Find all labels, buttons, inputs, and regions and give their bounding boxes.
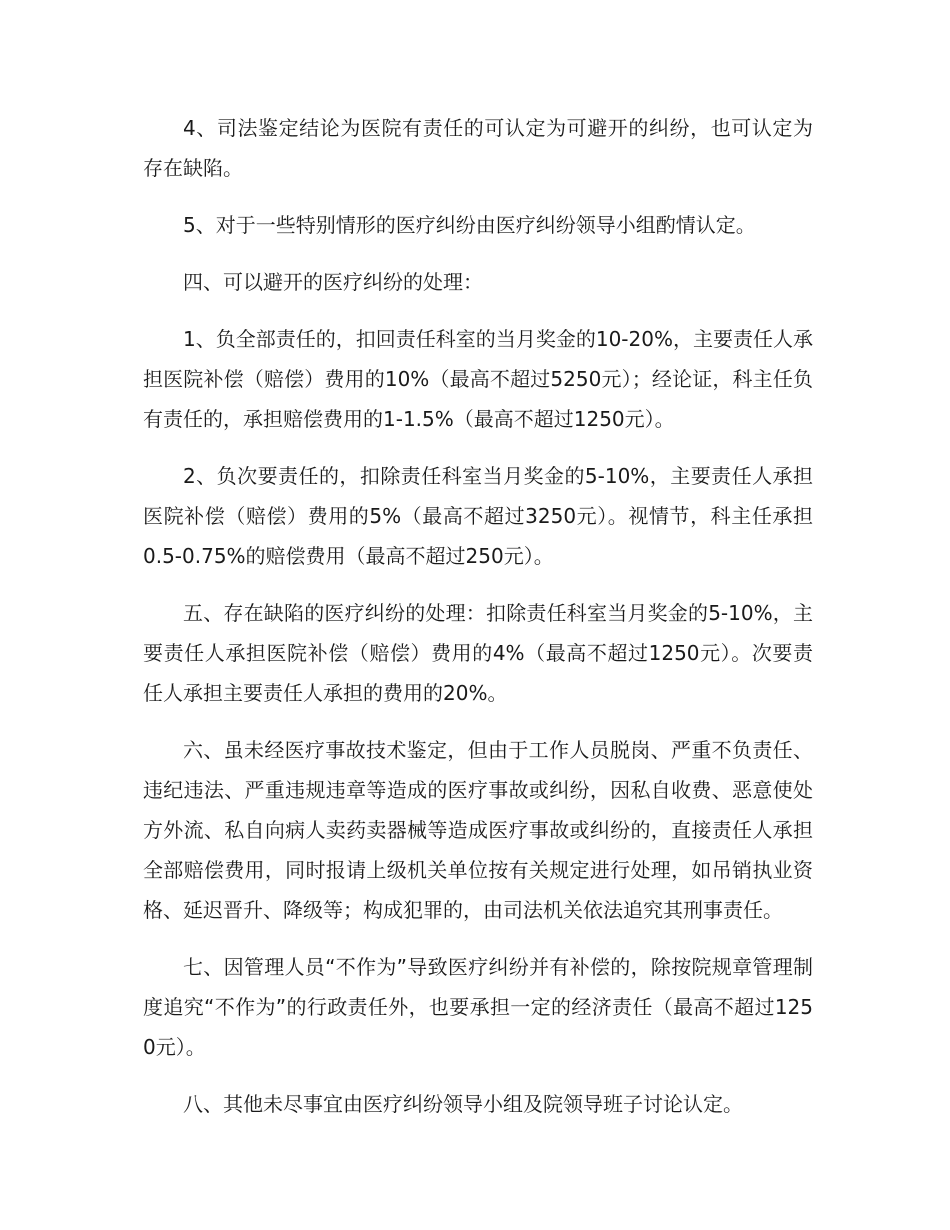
paragraph-secondary-responsibility: 2、负次要责任的，扣除责任科室当月奖金的5-10%，主要责任人承担医院补偿（赔偿）费用的5%（最高不超过3250元）。视情节，科主任承担0.5-0.75%的赔偿费用（最高不超过250元）。 [143,464,813,568]
paragraph-5-special-cases: 5、对于一些特别情形的医疗纠纷由医疗纠纷领导小组酌情认定。 [183,213,756,237]
section-other-matters: 八、其他未尽事宜由医疗纠纷领导小组及院领导班子讨论认定。 [183,1092,743,1116]
section-misconduct: 六、虽未经医疗事故技术鉴定，但由于工作人员脱岗、严重不负责任、违纪违法、严重违规违章等造成的医疗事故或纠纷，因私自收费、恶意使处方外流、私自向病人卖药卖器械等造成医疗事故或纠纷的，直接责任人承担全部赔偿费用，同时报请上级机关单位按有关规定进行处理，如吊销执业资格、延迟晋升、降级等；构成犯罪的，由司法机关依法追究其刑事责任。 [143,738,813,922]
section-defect-disputes: 五、存在缺陷的医疗纠纷的处理：扣除责任科室当月奖金的5-10%，主要责任人承担医院补偿（赔偿）费用的4%（最高不超过1250元）。次要责任人承担主要责任人承担的费用的20%。 [143,601,813,705]
section-management-inaction: 七、因管理人员“不作为”导致医疗纠纷并有补偿的，除按院规章管理制度追究“不作为”的行政责任外，也要承担一定的经济责任（最高不超过1250元）。 [143,955,813,1059]
document-body [143,108,813,1141]
paragraph-full-responsibility: 1、负全部责任的，扣回责任科室的当月奖金的10-20%，主要责任人承担医院补偿（赔偿）费用的10%（最高不超过5250元）；经论证，科主任负有责任的，承担赔偿费用的1-1.5%（最高不超过1250元）。 [143,327,813,431]
section-heading-avoidable-disputes: 四、可以避开的医疗纠纷的处理： [183,270,483,294]
paragraph-4-judicial-appraisal: 4、司法鉴定结论为医院有责任的可认定为可避开的纠纷，也可认定为存在缺陷。 [143,116,813,180]
